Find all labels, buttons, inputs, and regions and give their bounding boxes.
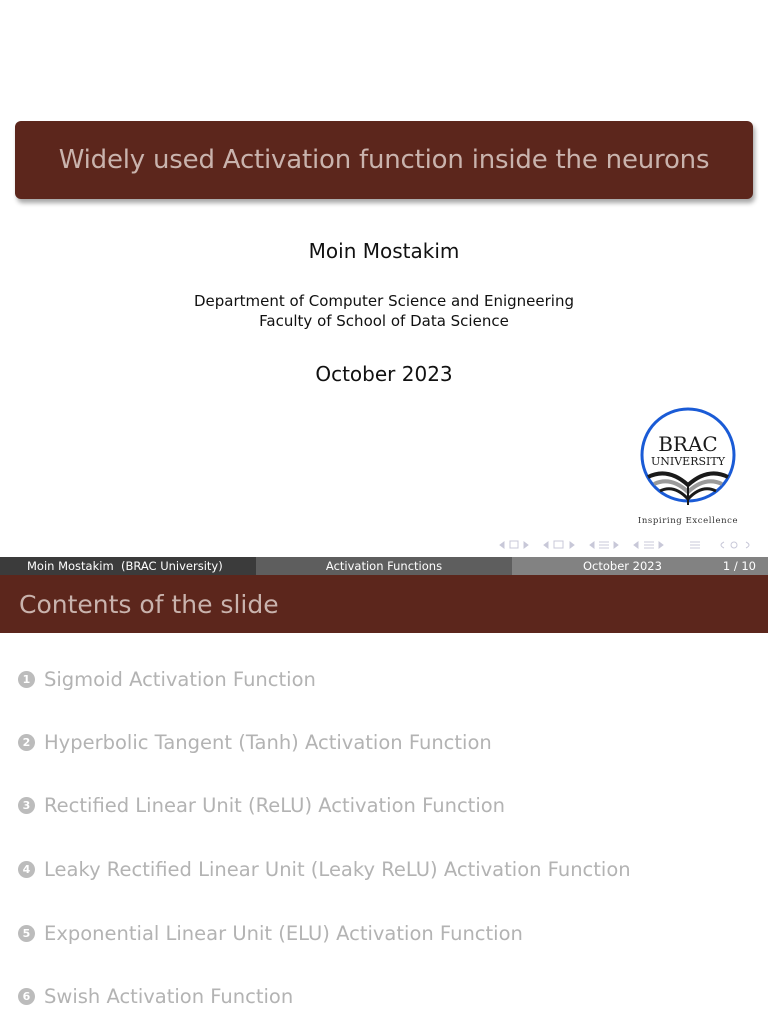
toc-number-badge: 1 <box>18 671 35 688</box>
toc-number-badge: 4 <box>18 861 35 878</box>
nav-next-frame-icon[interactable] <box>570 542 574 548</box>
footer-date-page <box>512 557 768 575</box>
institute-line-1: Department of Computer Science and Enigneering <box>193 292 574 310</box>
footer-author: Moin Mostakim (BRAC University) <box>0 557 256 575</box>
nav-prev-slide-icon[interactable] <box>500 542 504 548</box>
toc-number-badge: 5 <box>18 925 35 942</box>
author-name: Moin Mostakim <box>308 239 460 263</box>
slide-footer <box>0 557 768 575</box>
nav-next-slide-icon[interactable] <box>524 542 528 548</box>
toc-item[interactable] <box>18 922 523 945</box>
nav-align-icon[interactable] <box>690 542 700 548</box>
nav-next-subsection-icon[interactable] <box>614 542 618 548</box>
nav-prev-subsection-icon[interactable] <box>590 542 594 548</box>
nav-next-section-icon[interactable] <box>659 542 663 548</box>
toc-item-label: Leaky Rectified Linear Unit (Leaky ReLU) Activation Function <box>44 858 631 881</box>
nav-back-icon[interactable] <box>721 542 724 548</box>
toc-number-badge: 6 <box>18 988 35 1005</box>
footer-date: October 2023 <box>583 559 662 573</box>
logo-tagline: Inspiring Excellence <box>637 516 739 526</box>
toc-item-label: Rectified Linear Unit (ReLU) Activation Function <box>44 794 506 817</box>
nav-section-icon[interactable] <box>644 542 654 548</box>
toc-item-label: Exponential Linear Unit (ELU) Activation Function <box>44 922 523 945</box>
presentation-date: October 2023 <box>315 362 453 386</box>
logo-text-university: UNIVERSITY <box>651 455 725 468</box>
title-box <box>15 121 753 199</box>
nav-prev-frame-icon[interactable] <box>544 542 548 548</box>
presentation-title: Widely used Activation function inside the neurons <box>58 145 710 175</box>
brac-university-logo <box>630 405 746 527</box>
nav-subsection-icon[interactable] <box>599 542 609 548</box>
toc-item[interactable] <box>18 731 492 754</box>
nav-search-icon[interactable] <box>731 542 737 548</box>
logo-text-brac: BRAC <box>658 432 718 456</box>
toc-number-badge: 2 <box>18 734 35 751</box>
nav-prev-section-icon[interactable] <box>634 542 638 548</box>
toc-item[interactable] <box>18 985 293 1008</box>
footer-title: Activation Functions <box>256 557 512 575</box>
toc-item[interactable] <box>18 794 505 817</box>
nav-slide-icon[interactable] <box>510 541 518 548</box>
beamer-navigation-symbols[interactable] <box>494 538 764 552</box>
toc-item[interactable] <box>18 858 631 881</box>
toc-item-label: Sigmoid Activation Function <box>44 668 316 691</box>
frame-title-bar <box>0 575 768 633</box>
toc-number-badge: 3 <box>18 797 35 814</box>
toc-item[interactable] <box>18 668 316 691</box>
institute-line-2: Faculty of School of Data Science <box>259 312 509 330</box>
contents-title: Contents of the slide <box>19 589 279 619</box>
institute <box>0 291 768 331</box>
nav-frame-icon[interactable] <box>554 541 563 548</box>
footer-page-number: 1 / 10 <box>722 559 756 573</box>
toc-item-label: Hyperbolic Tangent (Tanh) Activation Function <box>44 731 492 754</box>
toc-item-label: Swish Activation Function <box>44 985 294 1008</box>
nav-forward-icon[interactable] <box>746 542 749 548</box>
